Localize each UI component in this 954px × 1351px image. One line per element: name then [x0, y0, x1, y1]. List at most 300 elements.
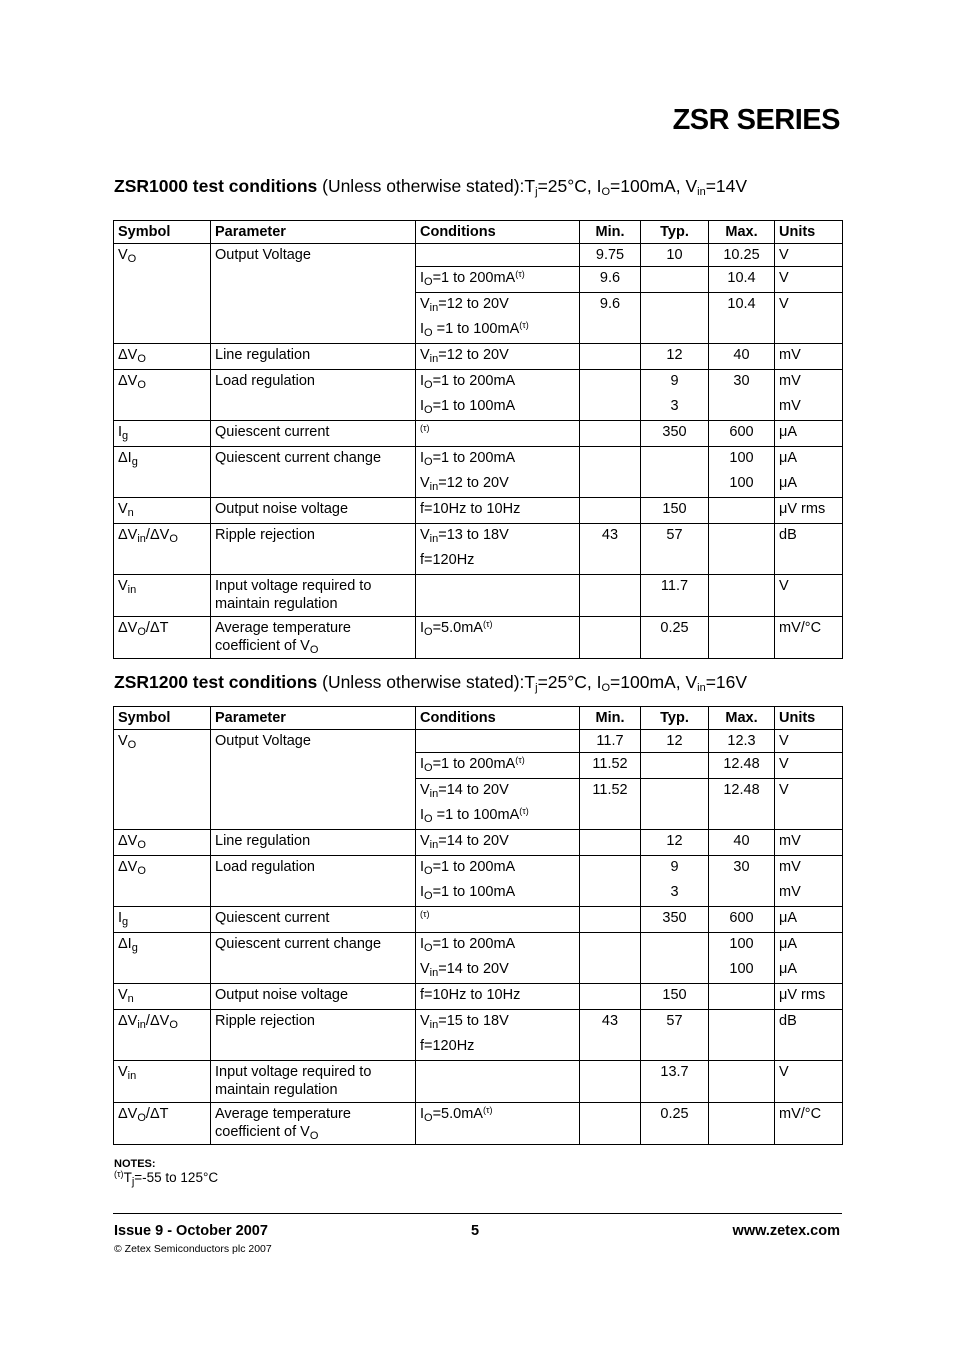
cell-line: $\Delta V_{in}/\Delta V_O$	[118, 1013, 178, 1031]
cell-conditions	[416, 293, 580, 344]
cell-units	[775, 267, 843, 293]
cell-conditions	[416, 617, 580, 659]
series-title: ZSR SERIES	[672, 104, 840, 136]
cell-max	[709, 498, 775, 524]
cell-line: 57	[666, 1013, 683, 1029]
cell-typ	[641, 344, 709, 370]
cell-symbol	[114, 344, 211, 370]
cell-min	[580, 830, 641, 856]
cell-line: $I_O=5.0mA^{(\tau)}$	[420, 1105, 493, 1124]
footer-divider	[113, 1213, 842, 1214]
cell-line: V	[779, 782, 789, 798]
cell-max	[709, 244, 775, 267]
cell-units	[775, 524, 843, 575]
script-text: in	[429, 839, 439, 851]
cell-line: 100	[729, 475, 754, 491]
script-text: n	[127, 993, 134, 1005]
section-title-lead: ZSR1000 test conditions	[114, 176, 318, 196]
cell-symbol	[114, 370, 211, 421]
cell-line	[641, 779, 708, 804]
cell-line: 100	[729, 961, 754, 977]
table-row	[114, 344, 843, 370]
cell-min	[580, 1010, 641, 1061]
cell-typ	[641, 575, 709, 617]
script-text: j	[535, 682, 538, 694]
cell-line: μA	[779, 475, 798, 491]
cell-conditions	[416, 244, 580, 267]
script-text: O	[137, 626, 146, 638]
cell-line: mV	[779, 398, 801, 414]
cell-line	[211, 472, 415, 497]
table-row	[114, 421, 843, 447]
cell-line: 12	[666, 347, 683, 363]
cell-line: $\Delta V_O$	[118, 859, 146, 877]
cell-line: $I_O=5.0mA^{(\tau)}$	[420, 619, 493, 638]
script-text: O	[424, 865, 433, 877]
cell-line	[580, 907, 640, 932]
script-text: g	[131, 456, 138, 468]
cell-units	[775, 293, 843, 344]
section-title-conditions: (Unless otherwise $stated):T_j=25^\circ C$, $I_O=100mA$, $V_{in}=16V$	[317, 672, 748, 694]
cell-line: $V_O$	[118, 733, 137, 751]
table-row	[114, 730, 843, 753]
cell-line: 30	[733, 373, 750, 389]
cell-conditions	[416, 267, 580, 293]
table-row	[114, 984, 843, 1010]
footer-website: www.zetex.com	[732, 1223, 840, 1239]
cell-line: mV	[779, 833, 801, 849]
cell-conditions	[416, 779, 580, 830]
cell-line: 350	[662, 424, 687, 440]
cell-line: dB	[779, 1013, 797, 1029]
cell-max	[709, 933, 775, 984]
cell-line: $I_g$	[118, 910, 129, 928]
cell-parameter	[211, 575, 416, 617]
script-text: in	[127, 1070, 137, 1082]
script-text: g	[122, 430, 129, 442]
script-text: O	[137, 839, 146, 851]
section-title-zsr1200	[114, 672, 747, 693]
table-row	[114, 575, 843, 617]
cell-max	[709, 370, 775, 421]
cell-min	[580, 447, 641, 498]
cell-min	[580, 244, 641, 267]
cell-line: Quiescent current	[215, 910, 330, 926]
cell-parameter	[211, 421, 416, 447]
cell-typ	[641, 267, 709, 293]
cell-max	[709, 344, 775, 370]
table-header-row	[114, 221, 843, 244]
script-text: in	[429, 302, 439, 314]
cell-line: $I_O=1$ to $200mA^{(\tau)}$	[420, 755, 525, 774]
cell-line: μA	[779, 936, 798, 952]
cell-conditions	[416, 1061, 580, 1103]
cell-line	[416, 730, 579, 752]
cell-units	[775, 779, 843, 830]
table-header-row	[114, 707, 843, 730]
cell-min	[580, 267, 641, 293]
cell-typ	[641, 933, 709, 984]
cell-typ	[641, 1103, 709, 1145]
column-header-parameter: Parameter	[211, 707, 416, 730]
cell-line: 0.25	[660, 1106, 689, 1122]
footer-copyright: © Zetex Semiconductors plc 2007	[114, 1243, 272, 1255]
cell-line: $I_O =1$ to $100mA^{(\tau)}$	[420, 320, 529, 339]
cell-symbol	[114, 244, 211, 344]
cell-line	[580, 1103, 640, 1128]
cell-max	[709, 779, 775, 830]
cell-line: 43	[601, 527, 619, 543]
cell-line: $\Delta I_g$	[118, 936, 138, 954]
cell-max	[709, 730, 775, 753]
cell-line: f=10Hz to 10Hz	[420, 987, 521, 1003]
cell-max	[709, 421, 775, 447]
cell-line	[775, 1035, 842, 1060]
cell-parameter	[211, 907, 416, 933]
script-text: O	[424, 762, 433, 774]
cell-typ	[641, 753, 709, 779]
script-text: (τ)	[482, 1105, 493, 1115]
cell-line: μV rms	[779, 501, 826, 517]
cell-line: μA	[779, 910, 798, 926]
cell-line	[416, 244, 579, 266]
script-text: O	[424, 942, 433, 954]
cell-typ	[641, 1010, 709, 1061]
cell-max	[709, 1103, 775, 1145]
cell-units	[775, 344, 843, 370]
script-text: in	[429, 533, 439, 545]
script-text: O	[424, 813, 433, 825]
cell-line	[416, 1061, 579, 1086]
cell-typ	[641, 617, 709, 659]
cell-line: 100	[729, 936, 754, 952]
cell-parameter	[211, 730, 416, 830]
cell-line: 3	[670, 884, 679, 900]
cell-line: $V_n$	[118, 987, 134, 1005]
script-text: j	[131, 1176, 135, 1188]
cell-line: μV rms	[779, 987, 826, 1003]
cell-line: $V_{in}=12$ to 20V	[420, 347, 509, 365]
cell-line: $\Delta V_O/\Delta T$	[118, 1106, 169, 1124]
section-title-conditions: (Unless otherwise $stated):T_j=25^\circ C$, $I_O=100mA$, $V_{in}=14V$	[317, 176, 748, 198]
cell-line	[114, 1035, 210, 1060]
column-header-parameter: Parameter	[211, 221, 416, 244]
cell-line: V	[779, 578, 789, 594]
cell-line	[416, 575, 579, 600]
cell-units	[775, 447, 843, 498]
cell-line: $V_{in}=14$ to 20V	[420, 833, 509, 851]
cell-line: 12.48	[723, 756, 760, 772]
cell-conditions	[416, 575, 580, 617]
cell-line	[580, 830, 640, 855]
table-row	[114, 1010, 843, 1061]
cell-line: Output noise voltage	[215, 987, 349, 1003]
cell-symbol	[114, 447, 211, 498]
cell-typ	[641, 370, 709, 421]
script-text: in	[137, 533, 146, 545]
cell-line	[709, 1035, 774, 1060]
cell-parameter	[211, 617, 416, 659]
cell-line	[709, 575, 774, 600]
cell-line	[641, 549, 708, 574]
script-text: O	[424, 456, 433, 468]
cell-min	[580, 933, 641, 984]
cell-line: $I_O=1$ to 200mA	[420, 373, 516, 391]
cell-line: mV/°C	[779, 620, 822, 636]
cell-symbol	[114, 1061, 211, 1103]
cell-line: $V_{in}=13$ to 18V	[420, 527, 509, 545]
cell-parameter	[211, 1103, 416, 1145]
table-row	[114, 370, 843, 421]
cell-line: V	[779, 247, 789, 263]
cell-line: 13.7	[660, 1064, 689, 1080]
cell-line	[709, 804, 774, 829]
cell-units	[775, 617, 843, 659]
script-text: O	[424, 626, 433, 638]
cell-min	[580, 1061, 641, 1103]
column-header-symbol: Symbol	[114, 221, 211, 244]
cell-line: Ripple rejection	[215, 1013, 315, 1029]
cell-typ	[641, 907, 709, 933]
script-text: O	[127, 253, 137, 265]
cell-conditions	[416, 730, 580, 753]
script-text: O	[424, 276, 433, 288]
cell-line	[709, 984, 774, 1009]
cell-symbol	[114, 830, 211, 856]
table-row	[114, 498, 843, 524]
script-text: (τ)	[515, 269, 525, 279]
cell-line: $I_O=1$ to 200mA	[420, 450, 516, 468]
cell-line	[775, 549, 842, 574]
cell-line: Line regulation	[215, 833, 311, 849]
cell-parameter	[211, 447, 416, 498]
cell-line: Output Voltage	[215, 247, 311, 263]
cell-typ	[641, 856, 709, 907]
cell-parameter	[211, 933, 416, 984]
script-text: O	[424, 404, 433, 416]
script-text: O	[127, 739, 137, 751]
cell-symbol	[114, 575, 211, 617]
table-row	[114, 524, 843, 575]
cell-line: mV/°C	[779, 1106, 822, 1122]
cell-line	[580, 1035, 640, 1060]
cell-units	[775, 984, 843, 1010]
cell-line: Average temperature coefficient of $V_O$	[215, 620, 351, 656]
cell-line: 11.7	[596, 733, 624, 749]
cell-units	[775, 1010, 843, 1061]
cell-units	[775, 1103, 843, 1145]
cell-min	[580, 293, 641, 344]
cell-min	[580, 524, 641, 575]
cell-min	[580, 984, 641, 1010]
column-header-min: Min.	[580, 707, 641, 730]
cell-typ	[641, 1061, 709, 1103]
cell-line: $I_O=1$ to 100mA	[420, 398, 516, 416]
column-header-units: Units	[775, 221, 843, 244]
cell-line: $I_O=1$ to 200mA	[420, 859, 516, 877]
cell-line: $I_g$	[118, 424, 129, 442]
script-text: (τ)	[420, 423, 430, 433]
cell-line	[580, 370, 640, 395]
cell-max	[709, 447, 775, 498]
cell-line	[641, 933, 708, 958]
cell-line: 150	[662, 501, 687, 517]
cell-line	[709, 318, 774, 343]
cell-units	[775, 421, 843, 447]
cell-line: $V_{in}=12$ to 20V	[420, 296, 509, 314]
cell-units	[775, 370, 843, 421]
cell-line: 9.6	[599, 296, 621, 312]
cell-units	[775, 907, 843, 933]
cell-line	[641, 267, 708, 292]
cell-line: V	[779, 733, 789, 749]
cell-max	[709, 617, 775, 659]
script-text: O	[137, 353, 146, 365]
cell-line: 350	[662, 910, 687, 926]
cell-line: dB	[779, 527, 797, 543]
script-text: O	[601, 682, 611, 694]
cell-line	[775, 318, 842, 343]
cell-line: $V_{in}=12$ to 20V	[420, 475, 509, 493]
cell-line	[709, 549, 774, 574]
column-header-max: Max.	[709, 221, 775, 244]
script-text: in	[429, 1019, 439, 1031]
script-text: n	[127, 507, 134, 519]
spec-table-zsr1000	[113, 220, 843, 659]
cell-line	[416, 421, 579, 446]
spec-table-zsr1200	[113, 706, 843, 1145]
cell-line: 3	[670, 398, 679, 414]
script-text: O	[137, 865, 146, 877]
cell-line: 57	[666, 527, 683, 543]
cell-line	[580, 984, 640, 1009]
cell-max	[709, 575, 775, 617]
cell-line	[211, 958, 415, 983]
cell-units	[775, 856, 843, 907]
cell-line: $I_O =1$ to $100mA^{(\tau)}$	[420, 806, 529, 825]
script-text: in	[429, 481, 439, 493]
cell-parameter	[211, 830, 416, 856]
cell-min	[580, 1103, 641, 1145]
cell-line: Average temperature coefficient of $V_O$	[215, 1106, 351, 1142]
cell-line: Input voltage required to maintain regulation	[215, 578, 372, 612]
script-text: in	[429, 967, 439, 979]
cell-parameter	[211, 244, 416, 344]
cell-conditions	[416, 344, 580, 370]
script-text: O	[601, 186, 611, 198]
cell-units	[775, 1061, 843, 1103]
script-text: O	[137, 379, 146, 391]
cell-line: $\Delta V_O$	[118, 347, 146, 365]
cell-line: 100	[729, 450, 754, 466]
cell-line: 12	[666, 733, 683, 749]
table-row	[114, 1061, 843, 1103]
cell-line: Load regulation	[215, 373, 315, 389]
cell-line: 9.75	[595, 247, 625, 263]
cell-line: Quiescent current change	[215, 936, 382, 952]
cell-line	[211, 395, 415, 420]
cell-line	[580, 498, 640, 523]
notes	[114, 1158, 219, 1188]
cell-typ	[641, 293, 709, 344]
cell-line: f=10Hz to 10Hz	[420, 501, 521, 517]
cell-max	[709, 907, 775, 933]
script-text: O	[424, 327, 433, 339]
cell-max	[709, 524, 775, 575]
cell-units	[775, 830, 843, 856]
script-text: (τ)	[515, 755, 525, 765]
cell-max	[709, 753, 775, 779]
cell-line: 10.4	[727, 270, 756, 286]
cell-line	[709, 395, 774, 420]
cell-min	[580, 617, 641, 659]
cell-conditions	[416, 498, 580, 524]
cell-min	[580, 421, 641, 447]
cell-line	[580, 804, 640, 829]
cell-line	[580, 549, 640, 574]
section-title-zsr1000	[114, 176, 747, 197]
cell-symbol	[114, 730, 211, 830]
cell-units	[775, 498, 843, 524]
cell-units	[775, 753, 843, 779]
cell-line: 11.7	[660, 578, 689, 594]
footer-page-number: 5	[471, 1223, 480, 1239]
cell-line: 11.52	[592, 756, 628, 772]
cell-line: $V_{in}=14$ to 20V	[420, 961, 509, 979]
cell-line	[580, 575, 640, 600]
cell-parameter	[211, 370, 416, 421]
cell-line	[709, 881, 774, 906]
table-row	[114, 1103, 843, 1145]
script-text: in	[127, 584, 137, 596]
cell-line	[641, 293, 708, 318]
cell-line: Ripple rejection	[215, 527, 315, 543]
script-text: O	[169, 1019, 178, 1031]
cell-line	[211, 549, 415, 574]
cell-line	[580, 617, 640, 642]
cell-line: $\Delta V_{in}/\Delta V_O$	[118, 527, 178, 545]
cell-line	[641, 753, 708, 778]
cell-line: 12	[666, 833, 683, 849]
cell-typ	[641, 524, 709, 575]
cell-parameter	[211, 1010, 416, 1061]
column-header-conditions: Conditions	[416, 221, 580, 244]
cell-symbol	[114, 617, 211, 659]
cell-line	[580, 318, 640, 343]
cell-conditions	[416, 370, 580, 421]
cell-min	[580, 575, 641, 617]
cell-line: $V_{in}$	[118, 1064, 137, 1082]
cell-line: f=120Hz	[420, 1038, 475, 1054]
script-text: in	[429, 788, 439, 800]
cell-line: $I_O=1$ to 200mA	[420, 936, 516, 954]
cell-units	[775, 575, 843, 617]
cell-typ	[641, 447, 709, 498]
cell-symbol	[114, 856, 211, 907]
cell-line: 40	[733, 833, 750, 849]
cell-line	[580, 933, 640, 958]
cell-parameter	[211, 524, 416, 575]
column-header-units: Units	[775, 707, 843, 730]
table-row	[114, 244, 843, 267]
cell-line: $V_{in}$	[118, 578, 137, 596]
cell-line: 600	[729, 910, 754, 926]
cell-conditions	[416, 984, 580, 1010]
cell-max	[709, 293, 775, 344]
cell-line: 10.25	[723, 247, 760, 263]
script-text: O	[424, 379, 433, 391]
cell-line	[416, 907, 579, 932]
